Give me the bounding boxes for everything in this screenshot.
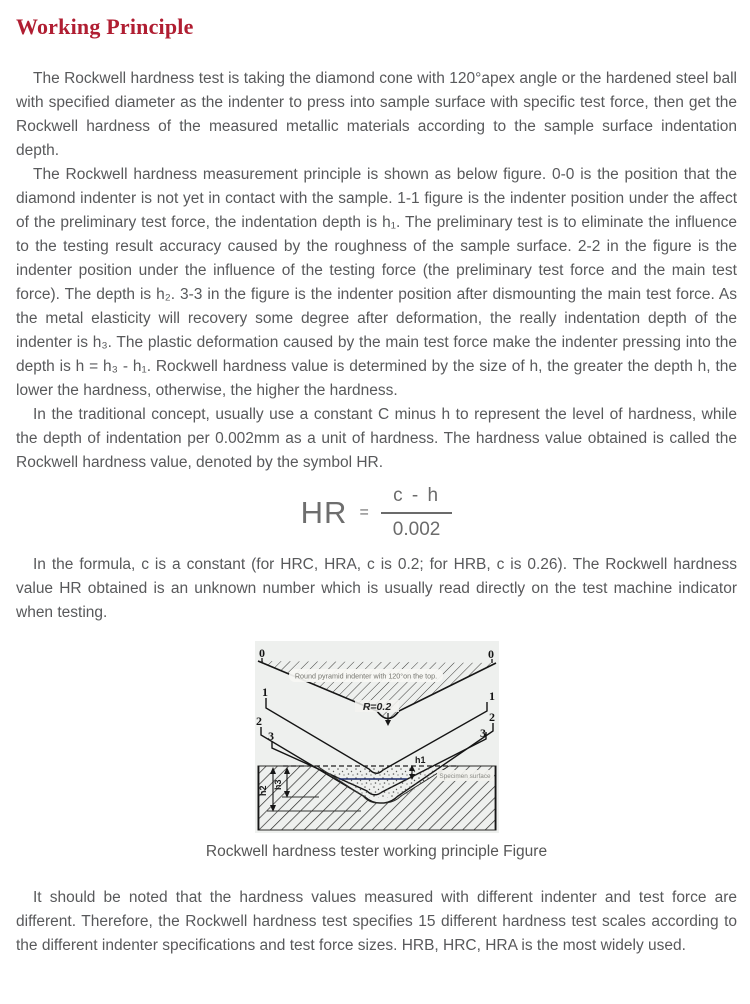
level2-left-label: 2 <box>255 714 262 728</box>
paragraph-scales: It should be noted that the hardness values measured with different indenter and test force are different. Therefore, the Rockwell hardness test specifies 15 different hardness test scales according to the different indenter specifications and test force sizes. HRB, HRC, HRA is the most widely used. <box>16 889 737 954</box>
formula-lhs: HR <box>300 495 348 530</box>
figure-caption: Rockwell hardness tester working principle Figure <box>205 843 548 860</box>
level1-right-label: 1 <box>488 689 495 703</box>
principle-diagram-image <box>255 641 499 833</box>
indenter-note-label: Round pyramid indenter with 120°on the top. <box>294 671 437 681</box>
level3-left-label: 3 <box>267 729 274 743</box>
h3-label: h3 <box>272 779 283 790</box>
paragraph-formula-note: In the formula, c is a constant (for HRC, HRA, c is 0.2; for HRB, c is 0.26). The Rockwell hardness value HR obtained is an unknown number which is usually read directly on the test machine indicator when testing. <box>16 556 737 621</box>
formula-fraction <box>381 485 453 541</box>
paragraph-principle: The Rockwell hardness measurement principle is shown as below figure. 0-0 is the position that the diamond indenter is not yet in contact with the sample. 1-1 figure is the indenter position under the affect of the preliminary test force, the indentation depth is h₁. The preliminary test is to eliminate the influence to the testing result accuracy caused by the roughness of the sample surface. 2-2 in the figure is the indenter position under the influence of the testing force (the preliminary test force and the main test force). The depth is h₂. 3-3 in the figure is the indenter position after dismounting the main test force. As the metal elasticity will recovery some degree after deformation, the really indentation depth of the indenter is h₃. The plastic deformation caused by the main test force make the indenter pressing into the depth is h = h₃ - h₁. Rockwell hardness value is determined by the size of h, the greater the depth h, the lower the hardness, otherwise, the higher the hardness. <box>16 166 737 399</box>
specimen-label: Specimen surface <box>438 773 491 780</box>
level2-right-label: 2 <box>488 710 495 724</box>
formula-numerator: c - h <box>393 485 441 506</box>
level0-right-label: 0 <box>487 647 494 661</box>
h1-label: h1 <box>414 755 426 765</box>
formula-denominator: 0.002 <box>381 512 453 541</box>
principle-figure <box>16 641 737 833</box>
level0-left-label: 0 <box>258 646 265 660</box>
page-title: Working Principle <box>16 14 194 39</box>
radius-label: R=0.2 <box>362 701 391 713</box>
hardness-formula <box>16 485 737 541</box>
paragraph-intro: The Rockwell hardness test is taking the diamond cone with 120°apex angle or the hardened steel ball with specified diameter as the indenter to press into sample surface with specific test force, then get the Rockwell hardness of the measured metallic materials according to the sample surface indentation depth. <box>16 70 737 159</box>
level3-right-label: 3 <box>479 726 486 740</box>
level1-left-label: 1 <box>261 685 268 699</box>
formula-equals: = <box>359 504 369 521</box>
h2-label: h2 <box>257 785 268 796</box>
paragraph-concept: In the traditional concept, usually use a constant C minus h to represent the level of hardness, while the depth of indentation per 0.002mm as a unit of hardness. The hardness value obtained is called the Rockwell hardness value, denoted by the symbol HR. <box>16 406 737 471</box>
